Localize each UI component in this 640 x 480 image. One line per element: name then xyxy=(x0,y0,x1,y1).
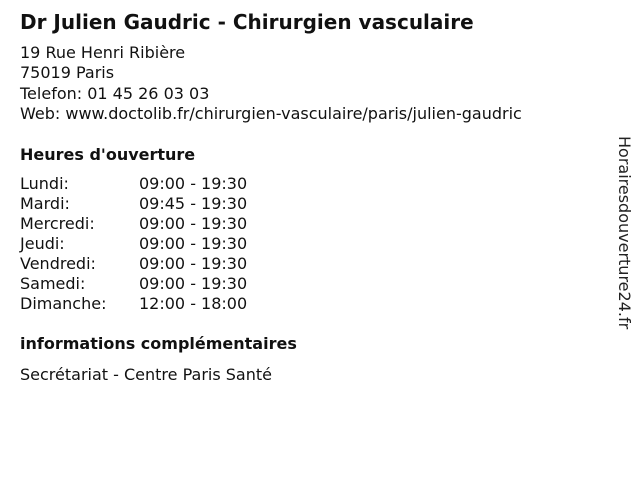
day-label: Dimanche: xyxy=(20,294,107,313)
phone-number: Telefon: 01 45 26 03 03 xyxy=(20,84,210,103)
day-label: Samedi: xyxy=(20,274,86,293)
watermark-text: Horairesdouverture24.fr xyxy=(615,136,634,330)
day-label: Jeudi: xyxy=(20,234,65,253)
street-address: 19 Rue Henri Ribière xyxy=(20,43,186,62)
additional-info-heading: informations complémentaires xyxy=(20,334,297,353)
time-range: 09:00 - 19:30 xyxy=(139,234,248,253)
opening-hours-heading: Heures d'ouverture xyxy=(20,145,196,164)
time-range: 09:00 - 19:30 xyxy=(139,274,248,293)
city-address: 75019 Paris xyxy=(20,63,115,82)
website-link[interactable]: Web: www.doctolib.fr/chirurgien-vasculaire/paris/julien-gaudric xyxy=(20,104,522,123)
day-label: Mardi: xyxy=(20,194,70,213)
time-range: 12:00 - 18:00 xyxy=(139,294,248,313)
time-range: 09:00 - 19:30 xyxy=(139,174,248,193)
day-label: Lundi: xyxy=(20,174,69,193)
page-title: Dr Julien Gaudric - Chirurgien vasculaire xyxy=(20,10,474,34)
time-range: 09:45 - 19:30 xyxy=(139,194,248,213)
additional-info-text: Secrétariat - Centre Paris Santé xyxy=(20,365,272,384)
day-label: Mercredi: xyxy=(20,214,95,233)
time-range: 09:00 - 19:30 xyxy=(139,254,248,273)
time-range: 09:00 - 19:30 xyxy=(139,214,248,233)
site-watermark xyxy=(612,136,636,346)
day-label: Vendredi: xyxy=(20,254,96,273)
